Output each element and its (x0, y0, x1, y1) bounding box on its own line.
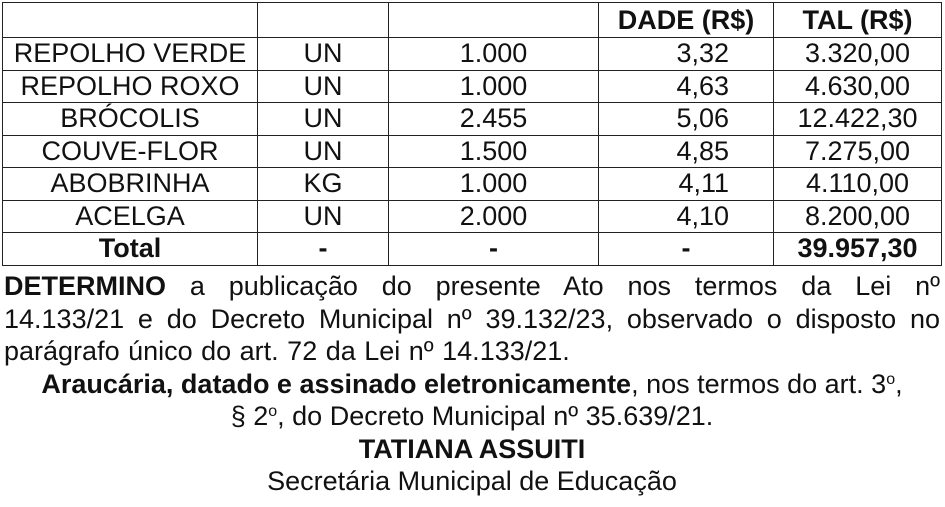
determination-lead: DETERMINO (4, 271, 166, 301)
item-name-cell: REPOLHO ROXO (3, 70, 258, 103)
item-total-cell: 4.630,00 (774, 70, 942, 103)
item-unit-price-cell: 3,32 (599, 38, 774, 71)
item-unit-cell: UN (258, 200, 389, 233)
total-label-cell: Total (3, 233, 258, 266)
item-total-cell: 3.320,00 (774, 38, 942, 71)
item-unit-price-cell: 4,10 (599, 200, 774, 233)
item-quantity-cell: 2.455 (389, 103, 599, 136)
place-date-line-2-rest: , do Decreto Municipal nº 35.639/21. (277, 401, 714, 431)
table-row (3, 38, 942, 71)
item-name-cell: ABOBRINHA (3, 168, 258, 201)
item-quantity-cell: 1.000 (389, 38, 599, 71)
place-date-line-1 (4, 368, 940, 401)
item-name-cell: REPOLHO VERDE (3, 38, 258, 71)
item-unit-price-cell: 4,11 (599, 168, 774, 201)
item-name-cell: BRÓCOLIS (3, 103, 258, 136)
item-total-cell: 4.110,00 (774, 168, 942, 201)
item-unit-cell: UN (258, 70, 389, 103)
item-unit-price-cell: 4,63 (599, 70, 774, 103)
item-quantity-cell: 1.000 (389, 70, 599, 103)
item-unit-cell: KG (258, 168, 389, 201)
table-row (3, 135, 942, 168)
item-unit-price-cell: 4,85 (599, 135, 774, 168)
item-unit-cell: UN (258, 103, 389, 136)
determination-line-3: parágrafo único do art. 72 da Lei nº 14.133/21. (4, 336, 570, 366)
table-row (3, 200, 942, 233)
total-quantity-cell: - (389, 233, 599, 266)
document-body-text (4, 270, 940, 498)
ordinal-superscript: o (268, 403, 278, 420)
grand-total-cell: 39.957,30 (774, 233, 942, 266)
header-cell-name (3, 3, 258, 38)
place-date-paragraph (4, 368, 940, 433)
table-row (3, 70, 942, 103)
item-unit-price-cell: 5,06 (599, 103, 774, 136)
place-date-line-1-end: , (895, 368, 903, 399)
table-row (3, 168, 942, 201)
place-date-line-2 (4, 400, 940, 433)
item-total-cell: 8.200,00 (774, 200, 942, 233)
signatory-name: TATIANA ASSUITI (358, 433, 586, 464)
determination-line-1 (4, 270, 940, 303)
header-cell-quantity (389, 3, 599, 38)
table-row (3, 103, 942, 136)
signatory-title: Secretária Municipal de Educação (267, 466, 677, 496)
item-total-cell: 7.275,00 (774, 135, 942, 168)
table-header-row (3, 3, 942, 38)
determination-paragraph (4, 270, 940, 368)
item-name-cell: COUVE-FLOR (3, 135, 258, 168)
ordinal-superscript: o (886, 370, 896, 388)
total-unit-price-cell: - (599, 233, 774, 266)
item-name-cell: ACELGA (3, 200, 258, 233)
header-cell-total-price: TAL (R$) (774, 3, 942, 38)
item-quantity-cell: 1.000 (389, 168, 599, 201)
place-date-line-1-rest: , nos termos do art. 3 (631, 368, 887, 399)
item-unit-cell: UN (258, 38, 389, 71)
total-unit-cell: - (258, 233, 389, 266)
header-cell-unit-price: DADE (R$) (599, 3, 774, 38)
item-quantity-cell: 1.500 (389, 135, 599, 168)
price-table (2, 2, 942, 266)
determination-line-2: 14.133/21 e do Decreto Municipal nº 39.132/23, observado o disposto no (4, 303, 940, 334)
header-cell-unit (258, 3, 389, 38)
determination-line-1-rest: a publicação do presente Ato nos termos da Lei nº (166, 271, 940, 301)
item-total-cell: 12.422,30 (774, 103, 942, 136)
item-quantity-cell: 2.000 (389, 200, 599, 233)
paragraph-section-ref: § 2 (230, 401, 269, 431)
place-date-lead: Araucária, datado e assinado eletronicamente (41, 368, 632, 399)
item-unit-cell: UN (258, 135, 389, 168)
table-total-row (3, 233, 942, 266)
